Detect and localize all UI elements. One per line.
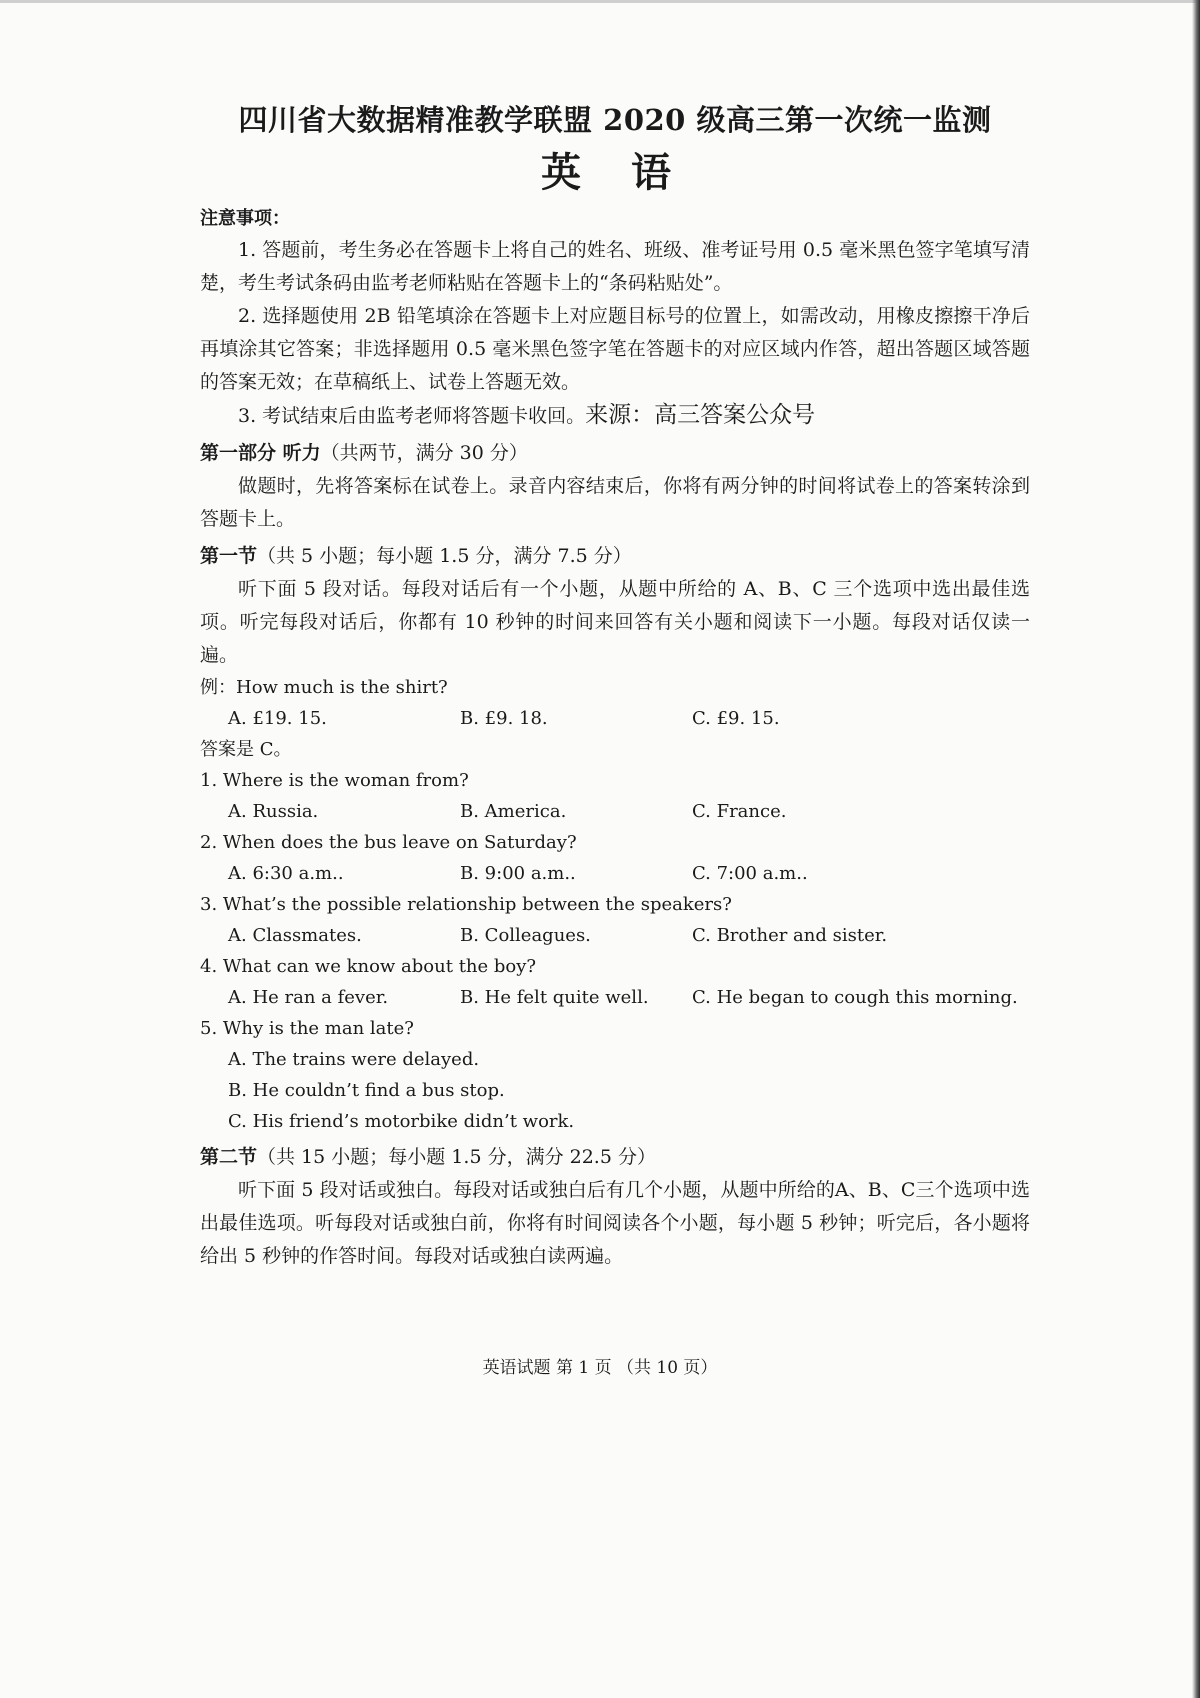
- question-4-options: [200, 982, 1030, 1013]
- example-option-b: B. £9. 18.: [460, 708, 548, 729]
- part1-heading-note: （共两节，满分 30 分）: [320, 442, 528, 464]
- section2-intro: 听下面 5 段对话或独白。每段对话或独白后有几个小题，从题中所给的A、B、C三个选项中选出最佳选项。听每段对话或独白前，你将有时间阅读各个小题，每小题 5 秒钟；听完后，各小题将给出 5 秒钟的作答时间。每段对话或独白读两遍。: [200, 1179, 1030, 1267]
- section2-heading-note: （共 15 小题；每小题 1.5 分，满分 22.5 分）: [257, 1146, 656, 1168]
- source-watermark-text: 来源：高三答案公众号: [585, 402, 816, 428]
- question-5-option-a: A. The trains were delayed.: [228, 1049, 480, 1070]
- page-footer: 英语试题 第 1 页 （共 10 页）: [482, 1358, 718, 1378]
- question-5: 5. Why is the man late?: [200, 1018, 414, 1039]
- question-2-option-a: A. 6:30 a.m..: [228, 863, 344, 884]
- notice-item-2: 2. 选择题使用 2B 铅笔填涂在答题卡上对应题目标号的位置上，如需改动，用橡皮擦擦干净后再填涂其它答案；非选择题用 0.5 毫米黑色签字笔在答题卡的对应区域内作答，超出答题区域答题的答案无效；在草稿纸上、试卷上答题无效。: [200, 305, 1030, 393]
- question-1-option-c: C. France.: [692, 801, 787, 822]
- part1-intro: 做题时，先将答案标在试卷上。录音内容结束后，你将有两分钟的时间将试卷上的答案转涂到答题卡上。: [200, 475, 1030, 530]
- subject-title: 英 语: [541, 149, 689, 196]
- part1-heading: [200, 437, 1030, 470]
- question-3-option-c: C. Brother and sister.: [692, 925, 888, 946]
- section1-heading-note: （共 5 小题；每小题 1.5 分，满分 7.5 分）: [257, 545, 632, 567]
- notice-item-3-text: 3. 考试结束后由监考老师将答题卡收回。: [238, 405, 586, 427]
- notice-item-1: 1. 答题前，考生务必在答题卡上将自己的姓名、班级、准考证号用 0.5 毫米黑色签字笔填写清楚，考生考试条码由监考老师粘贴在答题卡上的“条码粘贴处”。: [200, 239, 1030, 294]
- example-question: 例：How much is the shirt?: [200, 677, 448, 698]
- question-5-option-b: B. He couldn’t find a bus stop.: [228, 1080, 505, 1101]
- notice-heading: 注意事项：: [200, 208, 290, 229]
- example-option-a: A. £19. 15.: [228, 708, 327, 729]
- section1-heading: [200, 540, 1030, 573]
- section2-heading-title: 第二节: [200, 1146, 258, 1168]
- page-content: [200, 100, 1030, 1273]
- question-2-option-b: B. 9:00 a.m..: [460, 863, 576, 884]
- example-answer: 答案是 C。: [200, 739, 292, 760]
- question-1-option-b: B. America.: [460, 801, 567, 822]
- question-4-option-a: A. He ran a fever.: [228, 987, 389, 1008]
- question-2-option-c: C. 7:00 a.m..: [692, 863, 808, 884]
- question-5-option-c: C. His friend’s motorbike didn’t work.: [228, 1111, 575, 1132]
- notice-item-3: [200, 399, 1030, 433]
- question-1-options: [200, 796, 1030, 827]
- example-option-c: C. £9. 15.: [692, 708, 780, 729]
- question-3-option-b: B. Colleagues.: [460, 925, 591, 946]
- scan-edge-top: [0, 0, 1200, 3]
- question-4-option-b: B. He felt quite well.: [460, 987, 649, 1008]
- question-1-option-a: A. Russia.: [228, 801, 319, 822]
- scan-edge-right: [1192, 0, 1200, 1698]
- section1-intro: 听下面 5 段对话。每段对话后有一个小题，从题中所给的 A、B、C 三个选项中选出最佳选项。听完每段对话后，你都有 10 秒钟的时间来回答有关小题和阅读下一小题。每段对话仅读一遍。: [200, 578, 1030, 666]
- part1-heading-title: 第一部分 听力: [200, 442, 321, 464]
- question-4: 4. What can we know about the boy?: [200, 956, 537, 977]
- question-3-options: [200, 920, 1030, 951]
- question-1: 1. Where is the woman from?: [200, 770, 469, 791]
- question-4-option-c: C. He began to cough this morning.: [692, 987, 1018, 1008]
- exam-title: 四川省大数据精准教学联盟 2020 级高三第一次统一监测: [238, 103, 992, 137]
- section2-heading: [200, 1141, 1030, 1174]
- example-options: [200, 703, 1030, 734]
- question-2-options: [200, 858, 1030, 889]
- question-2: 2. When does the bus leave on Saturday?: [200, 832, 577, 853]
- question-3-option-a: A. Classmates.: [228, 925, 362, 946]
- question-3: 3. What’s the possible relationship between the speakers?: [200, 894, 732, 915]
- section1-heading-title: 第一节: [200, 545, 258, 567]
